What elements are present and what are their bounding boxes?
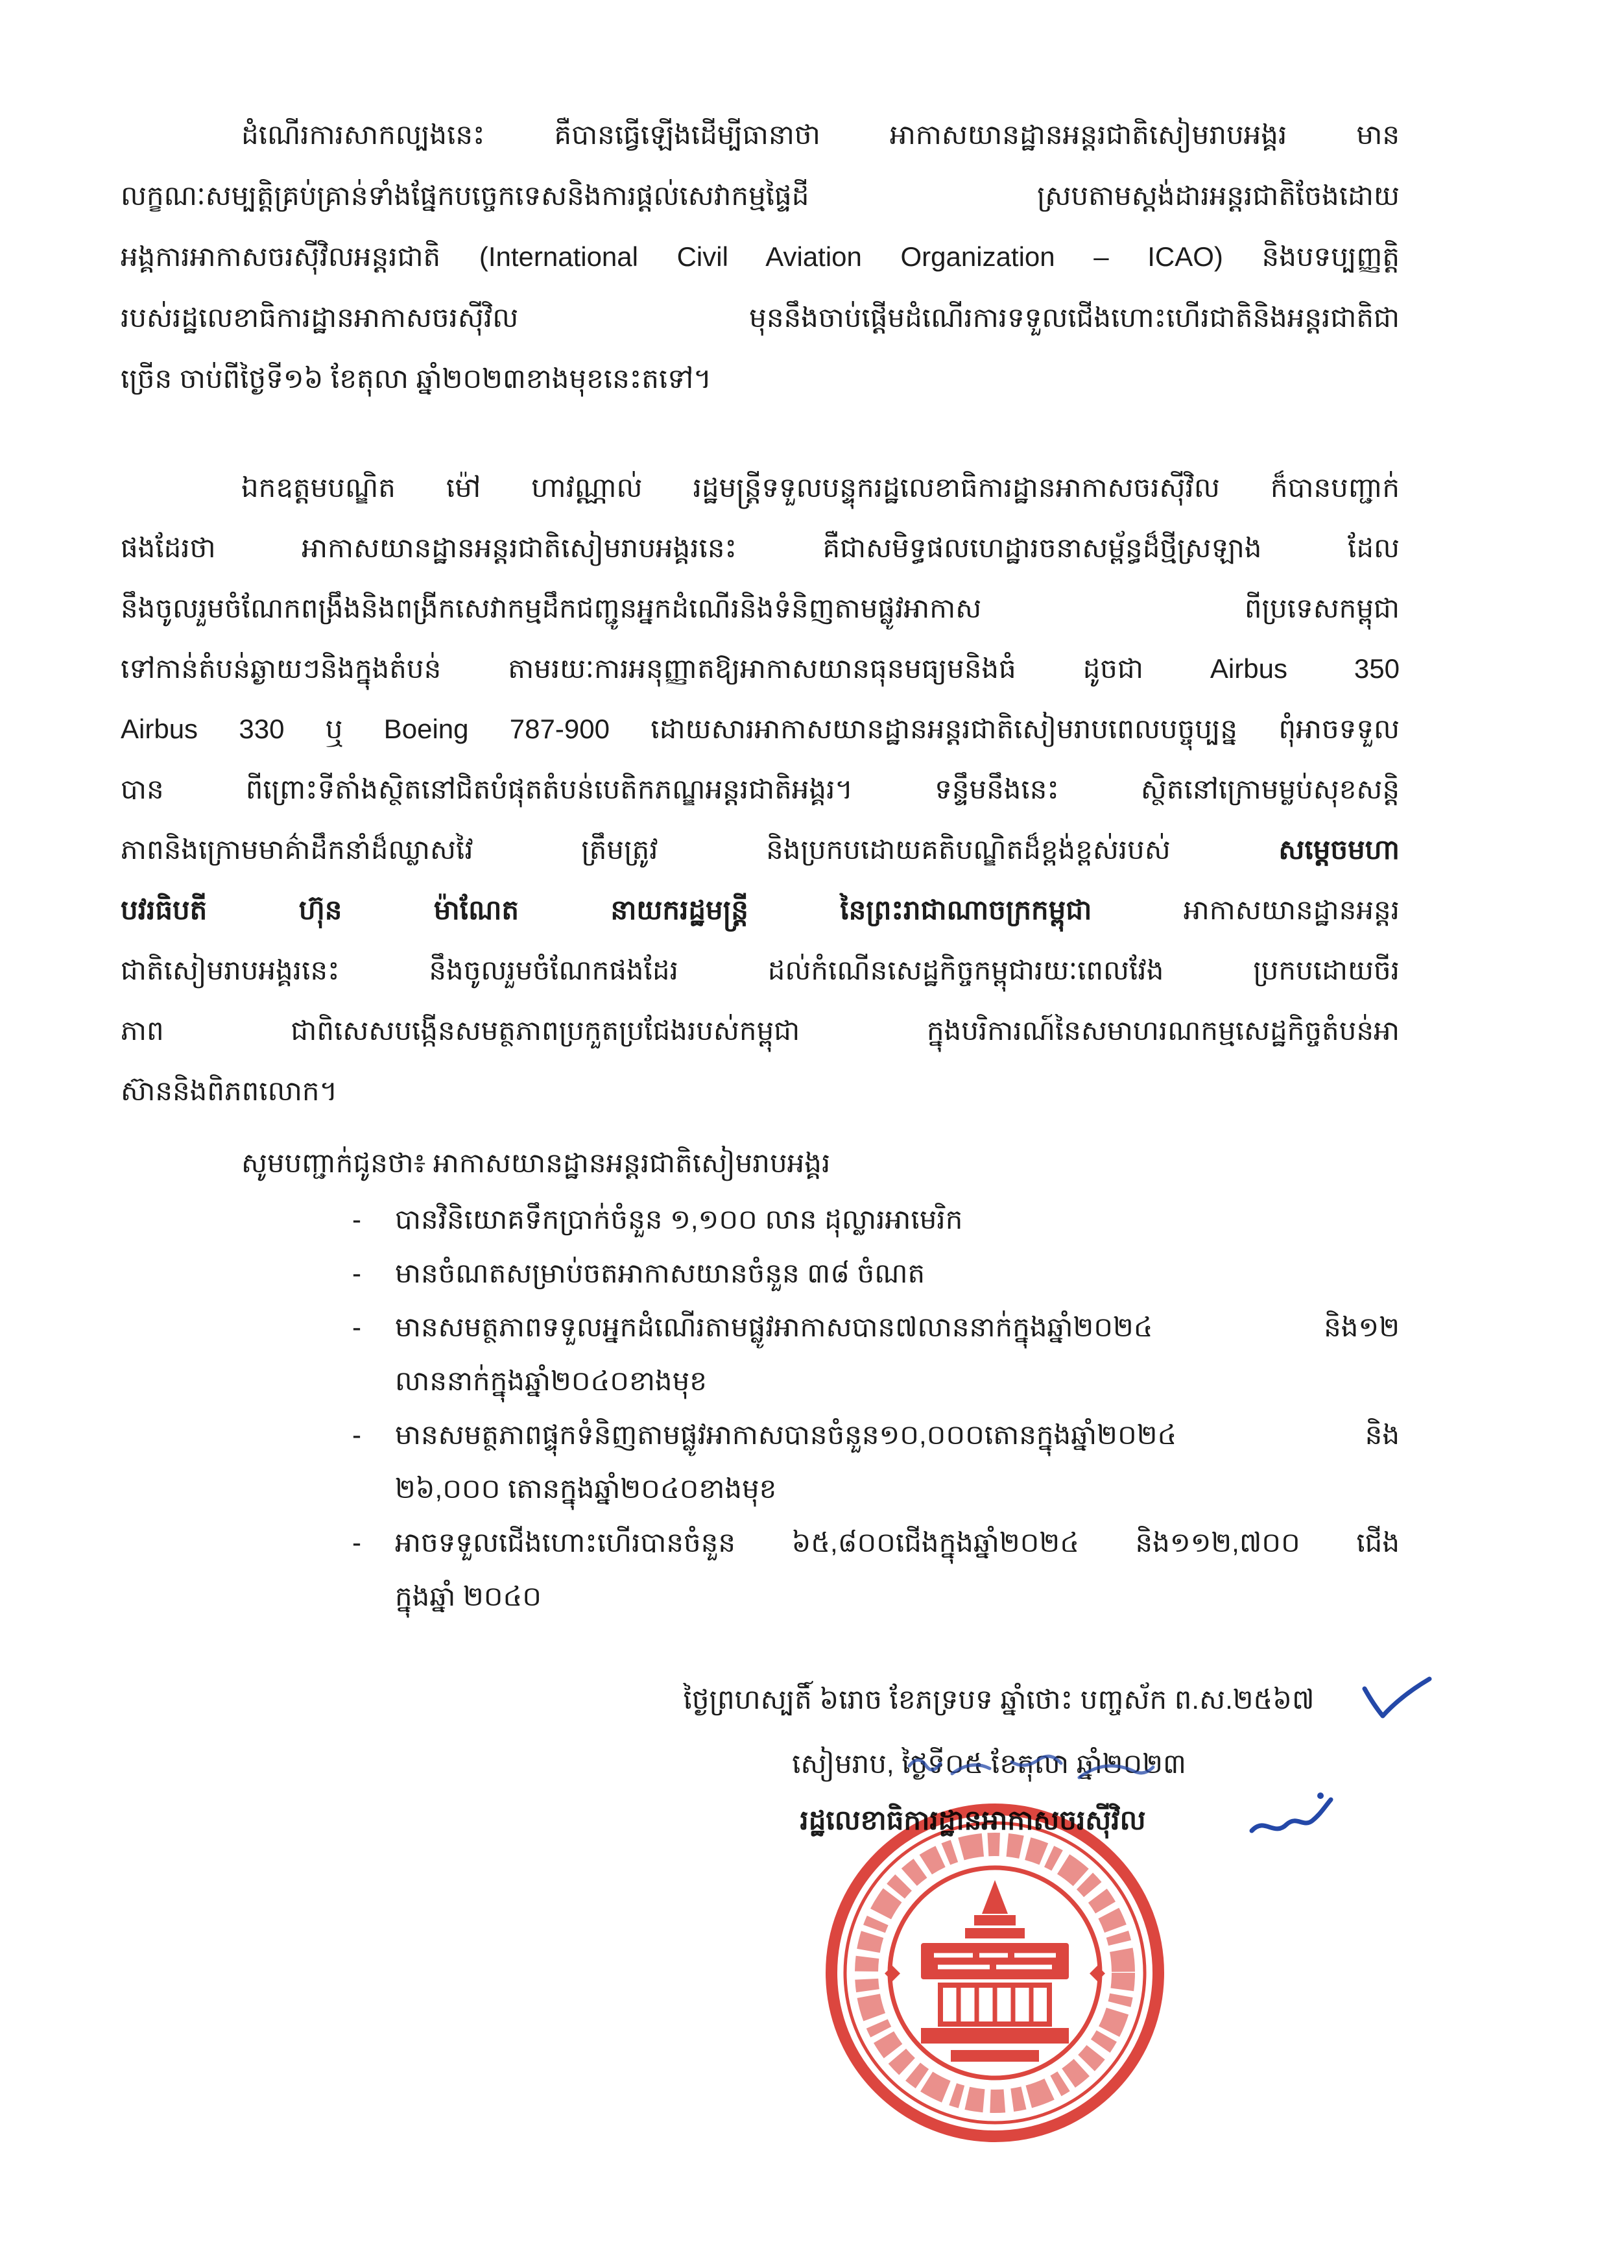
emblem-base <box>921 2028 1069 2044</box>
body-text-line: ឯកឧត្តមបណ្ឌិត ម៉ៅ ហាវណ្ណាល់ រដ្ឋមន្ត្រីទទួលបន្ទុករដ្ឋលេខាធិការដ្ឋានអាកាសចរស៊ីវិល ក៏បានបញ្ជាក់ <box>241 472 1400 503</box>
list-item <box>352 1515 1400 1623</box>
seal-thin-ring <box>845 1823 1145 2123</box>
body-text-line: ទៅកាន់តំបន់ឆ្ងាយៗនិងក្នុងតំបន់ តាមរយៈការអនុញ្ញាតឱ្យអាកាសយានធុនមធ្យមនិងធំ ដូចជា Airbus 350 <box>121 653 1400 684</box>
prime-minister-title-bold: សម្តេចមហា <box>1278 834 1400 865</box>
body-text-line: បាន ពីព្រោះទីតាំងស្ថិតនៅជិតបំផុតតំបន់បេតិកភណ្ឌអន្តរជាតិអង្គរ។ ទន្ទឹមនឹងនេះ ស្ថិតនៅក្រោមម្លប់សុខសន្តិ <box>121 774 1400 804</box>
list-item-text: មានចំណតសម្រាប់ចតអាកាសយានចំនួន ៣៨ ចំណត <box>395 1258 925 1288</box>
paragraph-minister-statement <box>121 457 1400 1121</box>
bullet-dash: - <box>352 1204 361 1235</box>
facts-list <box>352 1192 1400 1623</box>
list-item <box>352 1408 1400 1515</box>
body-text-line <box>121 819 1400 880</box>
paragraph-test-operation <box>121 104 1400 409</box>
seal-inner-ring <box>890 1868 1100 2078</box>
bullet-dash: - <box>352 1419 361 1450</box>
lunar-date-text: ថ្ងៃព្រហស្បតិ៍ ៦រោច ខែភទ្របទ ឆ្នាំថោះ បញ្ចស័ក ព.ស.២៥៦៧ <box>683 1684 1315 1715</box>
emblem-columns <box>959 1988 1031 2021</box>
list-item-text: ក្នុងឆ្នាំ ២០៤០ <box>395 1581 542 1611</box>
body-text-line: ផងដែរថា អាកាសយានដ្ឋានអន្តរជាតិសៀមរាបអង្គរនេះ គឺជាសមិទ្ធផលហេដ្ឋារចនាសម្ព័ន្ធដ៏ថ្មីស្រឡាង ដែល <box>121 533 1400 563</box>
body-text-line <box>121 880 1400 940</box>
body-text-line: របស់រដ្ឋលេខាធិការដ្ឋានអាកាសចរស៊ីវិល មុននឹងចាប់ផ្តើមដំណើរការទទួលជើងហោះហើរជាតិនិងអន្តរជាតិជា <box>121 302 1400 333</box>
lunar-date <box>629 1669 1368 1730</box>
seal-ornament-right <box>1090 1966 1105 1981</box>
emblem-tower-tier <box>965 1928 1025 1938</box>
emblem-building <box>940 1985 1049 2024</box>
body-text-line: ដំណើរការសាកល្បងនេះ គឺបានធ្វើឡើងដើម្បីធានាថា អាកាសយានដ្ឋានអន្តរជាតិសៀមរាបអង្គរ មាន <box>241 119 1400 150</box>
body-text-segment: អាកាសយានដ្ឋានអន្តរ <box>1183 895 1400 925</box>
list-item <box>352 1300 1400 1408</box>
initial-checkmark <box>1365 1679 1429 1716</box>
body-text-line: ស៊ាននិងពិភពលោក។ <box>121 1076 338 1106</box>
seal-outer-ring <box>831 1809 1158 2136</box>
body-text-line: ច្រើន ចាប់ពីថ្ងៃទី១៦ ខែតុលា ឆ្នាំ២០២៣ខាងមុខនេះតទៅ។ <box>121 363 711 394</box>
body-text-line: អង្គការអាកាសចរស៊ីវិលអន្តរជាតិ (International Civil Aviation Organization – ICAO) និងបទប្បញ្ញត្តិ <box>121 241 1400 272</box>
facts-intro <box>241 1134 1400 1192</box>
issuer-text: រដ្ឋលេខាធិការដ្ឋានអាកាសចរស៊ីវិល <box>800 1805 1146 1835</box>
emblem-lower-band <box>951 2050 1039 2062</box>
emblem-tower-tier <box>974 1915 1016 1925</box>
body-text-line: ភាព ជាពិសេសបង្កើនសមត្ថភាពប្រកួតប្រជែងរបស់កម្ពុជា ក្នុងបរិការណ៍នៃសមាហរណកម្មសេដ្ឋកិច្ចតំបន់អា <box>121 1015 1400 1046</box>
list-item-text: អាចទទួលជើងហោះហើរបានចំនួន ៦៥,៨០០ជើងក្នុងឆ្នាំ២០២៤ និង១១២,៧០០ ជើង <box>395 1527 1400 1558</box>
bullet-dash: - <box>352 1527 361 1558</box>
body-text-line: Airbus 330 ឬ Boeing 787-900 ដោយសារអាកាសយានដ្ឋានអន្តរជាតិសៀមរាបពេលបច្ចុប្បន្ន ពុំអាចទទួល <box>121 714 1400 744</box>
list-item-text: មានសមត្ថភាពទទួលអ្នកដំណើរតាមផ្លូវអាកាសបាន៧លាននាក់ក្នុងឆ្នាំ២០២៤ និង១២ <box>395 1312 1400 1342</box>
facts-intro-text: សូមបញ្ជាក់ជូនថា៖ អាកាសយានដ្ឋានអន្តរជាតិសៀមរាបអង្គរ <box>241 1148 831 1178</box>
list-item-text: បានវិនិយោគទឹកប្រាក់ចំនួន ១,១០០ លាន ដុល្លារអាមេរិក <box>395 1204 963 1235</box>
seal-lettering-band <box>866 1844 1123 2101</box>
issuing-authority <box>668 1790 1278 1851</box>
list-item-text: ២៦,០០០ តោនក្នុងឆ្នាំ២០៤០ខាងមុខ <box>395 1473 777 1504</box>
seal-emblem <box>921 1880 1069 2062</box>
list-item <box>352 1246 1400 1300</box>
bullet-dash: - <box>352 1258 361 1288</box>
place-date-text: សៀមរាប, ថ្ងៃទី០៥ ខែតុលា ឆ្នាំ២០២៣ <box>792 1748 1186 1779</box>
body-text-line: លក្ខណៈសម្បត្តិគ្រប់គ្រាន់ទាំងផ្នែកបច្ចេកទេសនិងការផ្តល់សេវាកម្មផ្ទៃដី ស្របតាមស្តង់ដារអន្តរជាតិចែងដោយ <box>121 180 1400 211</box>
prime-minister-name-bold: បវរធិបតី ហ៊ុន ម៉ាណែត នាយករដ្ឋមន្ត្រី នៃព្រះរាជាណាចក្រកម្ពុជា <box>121 895 1092 925</box>
seal-ornament-left <box>885 1966 900 1981</box>
list-item-text: លាននាក់ក្នុងឆ្នាំ២០៤០ខាងមុខ <box>395 1366 707 1396</box>
emblem-banner-marks <box>934 1955 1056 1967</box>
signature-dot <box>1317 1792 1324 1799</box>
list-item-text: មានសមត្ថភាពផ្ទុកទំនិញតាមផ្លូវអាកាសបានចំនួន១០,០០០តោនក្នុងឆ្នាំ២០២៤ និង <box>395 1419 1400 1450</box>
emblem-banner <box>921 1943 1069 1979</box>
bullet-dash: - <box>352 1312 361 1342</box>
body-text-segment: ភាពនិងក្រោមមាគ៌ាដឹកនាំដ៏ឈ្លាសវៃ ត្រឹមត្រូវ និងប្រកបដោយគតិបណ្ឌិតដ៏ខ្ពង់ខ្ពស់របស់ <box>121 834 1171 865</box>
body-text-line: ជាតិសៀមរាបអង្គរនេះ នឹងចូលរួមចំណែកផងដែរ ដល់កំណើនសេដ្ឋកិច្ចកម្ពុជារយៈពេលវែង ប្រកបដោយចីរ <box>121 955 1400 985</box>
place-and-date <box>720 1733 1258 1794</box>
body-text-line: នឹងចូលរួមចំណែកពង្រឹងនិងពង្រីកសេវាកម្មដឹកជញ្ជូនអ្នកដំណើរនិងទំនិញតាមផ្លូវអាកាស ពីប្រទេសកម្ពុជា <box>121 593 1400 623</box>
list-item <box>352 1192 1400 1246</box>
official-seal <box>831 1809 1158 2136</box>
emblem-tower-spire <box>982 1880 1008 1914</box>
